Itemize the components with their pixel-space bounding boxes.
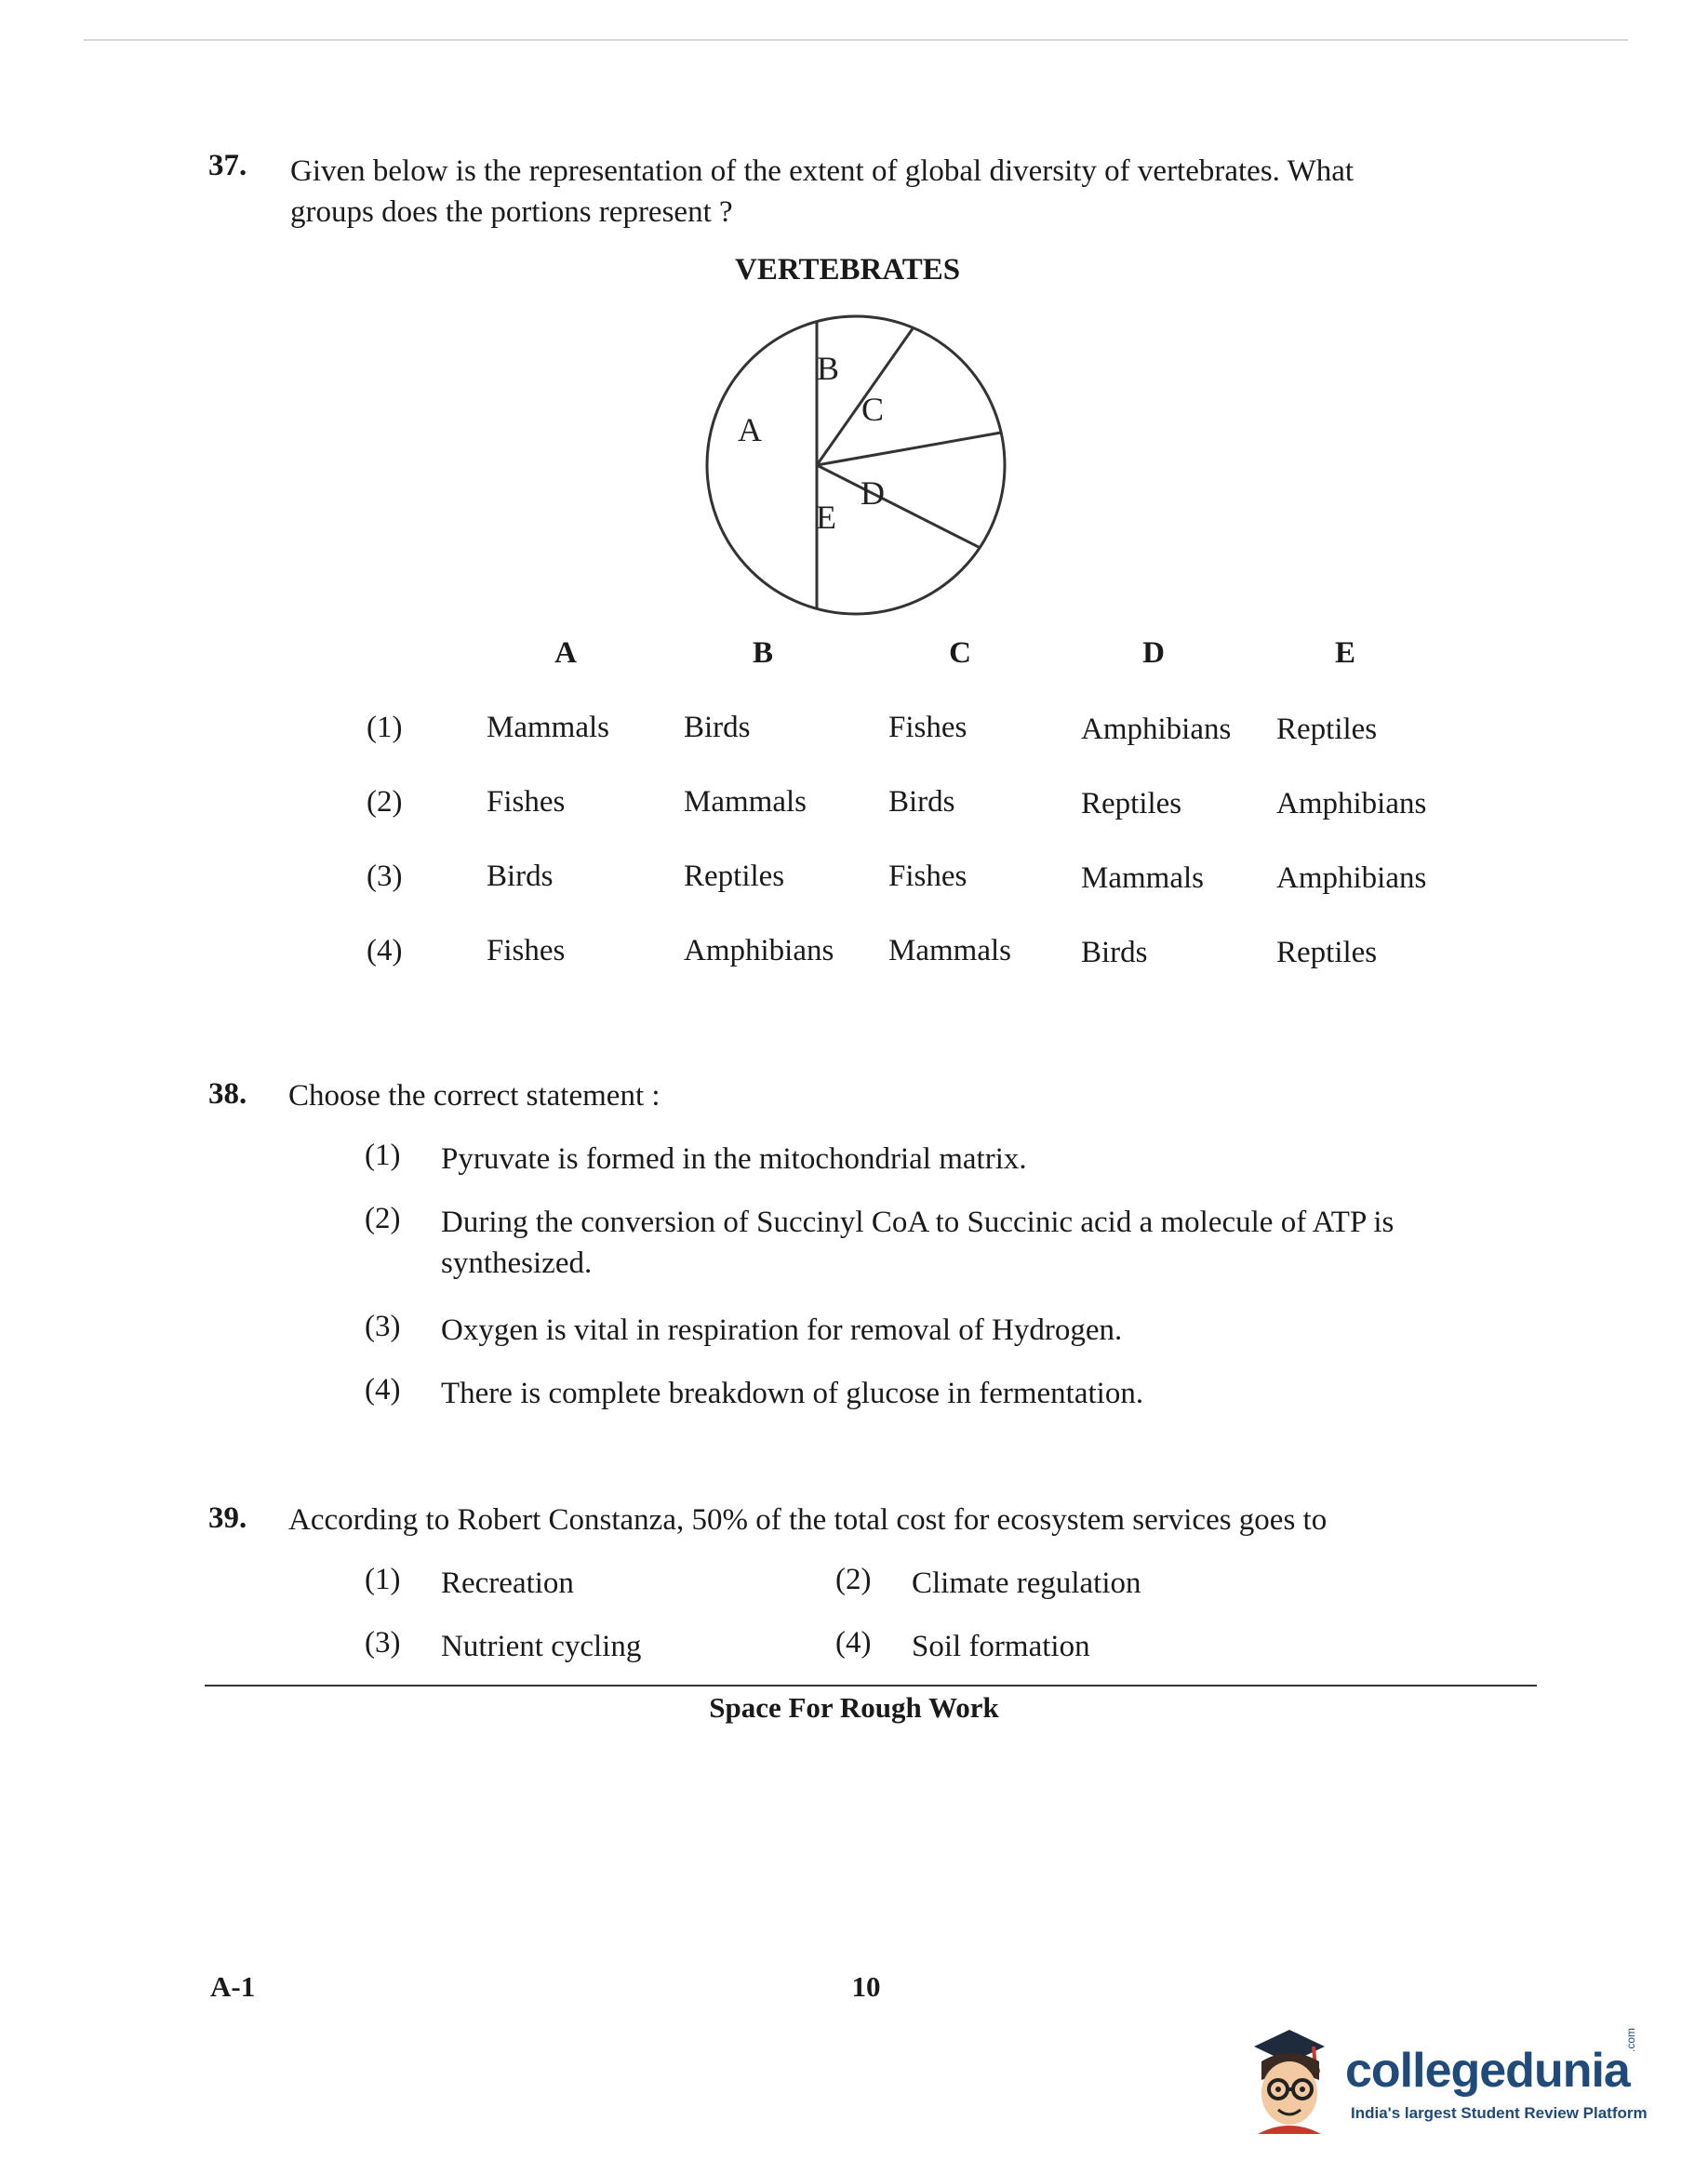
q39-number: 39. — [208, 1501, 247, 1535]
q37-option-3-cell-a: Birds — [487, 860, 554, 893]
chart-title: VERTEBRATES — [735, 253, 961, 287]
mascot-logo-icon — [1245, 2024, 1328, 2134]
q38-option-4-number: (4) — [365, 1373, 401, 1407]
q37-option-3-cell-b: Reptiles — [684, 860, 785, 893]
q38-number: 38. — [208, 1077, 247, 1111]
q39-option-1-number: (1) — [365, 1563, 401, 1596]
q38-option-2-number: (2) — [365, 1202, 401, 1235]
top-rule — [84, 39, 1628, 41]
q37-option-2-cell-a: Fishes — [487, 785, 566, 819]
q37-option-1-cell-b: Birds — [684, 711, 751, 744]
q37-option-1-number: (1) — [367, 711, 403, 744]
q39-option-2-text: Climate regulation — [912, 1567, 1141, 1600]
q37-option-2-cell-e: Amphibians — [1276, 787, 1427, 820]
column-header-b: B — [752, 636, 773, 670]
q38-option-1-text: Pyruvate is formed in the mitochondrial matrix. — [441, 1142, 1027, 1176]
q38-option-3-text: Oxygen is vital in respiration for removal of Hydrogen. — [441, 1313, 1123, 1347]
q39-option-1-text: Recreation — [441, 1567, 574, 1600]
logo-suffix: .com — [1624, 2027, 1637, 2052]
q37-number: 37. — [208, 149, 247, 182]
column-header-d: D — [1142, 636, 1165, 670]
q37-option-2-number: (2) — [367, 785, 403, 819]
q38-option-2-text-line2: synthesized. — [441, 1247, 593, 1280]
q37-text-line1: Given below is the representation of the extent of global diversity of vertebrates. What — [290, 154, 1354, 188]
q39-option-3-number: (3) — [365, 1626, 401, 1660]
q37-option-2-cell-d: Reptiles — [1081, 787, 1182, 820]
q39-text: According to Robert Constanza, 50% of the total cost for ecosystem services goes to — [288, 1503, 1328, 1537]
q38-option-4-text: There is complete breakdown of glucose in fermentation. — [441, 1377, 1144, 1410]
q39-option-3-text: Nutrient cycling — [441, 1630, 642, 1663]
vertebrates-pie-chart — [698, 307, 1014, 623]
q37-option-4-number: (4) — [367, 934, 403, 967]
logo-tagline: India's largest Student Review Platform — [1351, 2104, 1648, 2122]
pie-slice-label-d: D — [861, 474, 885, 512]
q39-option-4-text: Soil formation — [912, 1630, 1090, 1663]
q37-text-line2: groups does the portions represent ? — [290, 195, 733, 229]
pie-slice-label-e: E — [816, 499, 836, 536]
rough-work-label: Space For Rough Work — [709, 1691, 999, 1724]
q37-option-4-cell-b: Amphibians — [684, 934, 834, 967]
pie-divider-d-e — [817, 465, 980, 548]
q37-option-4-cell-d: Birds — [1081, 936, 1148, 969]
q37-option-4-cell-a: Fishes — [487, 934, 566, 967]
q37-option-3-number: (3) — [367, 860, 403, 893]
q37-option-1-cell-e: Reptiles — [1276, 713, 1378, 746]
column-header-c: C — [949, 636, 971, 670]
q38-option-2-text-line1: During the conversion of Succinyl CoA to Succinic acid a molecule of ATP is — [441, 1206, 1394, 1239]
q37-option-4-cell-c: Mammals — [888, 934, 1011, 967]
q37-option-3-cell-e: Amphibians — [1276, 861, 1427, 895]
q38-option-3-number: (3) — [365, 1310, 401, 1343]
pie-slice-label-a: A — [738, 411, 762, 448]
q37-option-2-cell-c: Birds — [888, 785, 955, 819]
footer-code: A-1 — [210, 1970, 256, 2003]
q39-option-2-number: (2) — [835, 1563, 872, 1596]
q38-text: Choose the correct statement : — [288, 1079, 661, 1113]
q37-option-3-cell-d: Mammals — [1081, 861, 1204, 895]
page-number: 10 — [851, 1970, 881, 2003]
q37-option-4-cell-e: Reptiles — [1276, 936, 1378, 969]
logo-brand: collegedunia — [1345, 2044, 1630, 2098]
q37-option-1-cell-c: Fishes — [888, 711, 967, 744]
q38-option-1-number: (1) — [365, 1139, 401, 1172]
q37-option-1-cell-a: Mammals — [487, 711, 609, 744]
q39-option-4-number: (4) — [835, 1626, 872, 1660]
column-header-e: E — [1334, 636, 1355, 670]
column-header-a: A — [554, 636, 577, 670]
rough-work-divider — [205, 1685, 1537, 1687]
q37-option-3-cell-c: Fishes — [888, 860, 967, 893]
q37-option-2-cell-b: Mammals — [684, 785, 807, 819]
pie-divider-c-d — [817, 433, 1001, 465]
pie-slice-label-b: B — [816, 350, 840, 387]
q37-option-1-cell-d: Amphibians — [1081, 713, 1232, 746]
pie-outline — [707, 316, 1005, 614]
pie-slice-label-c: C — [861, 391, 885, 428]
